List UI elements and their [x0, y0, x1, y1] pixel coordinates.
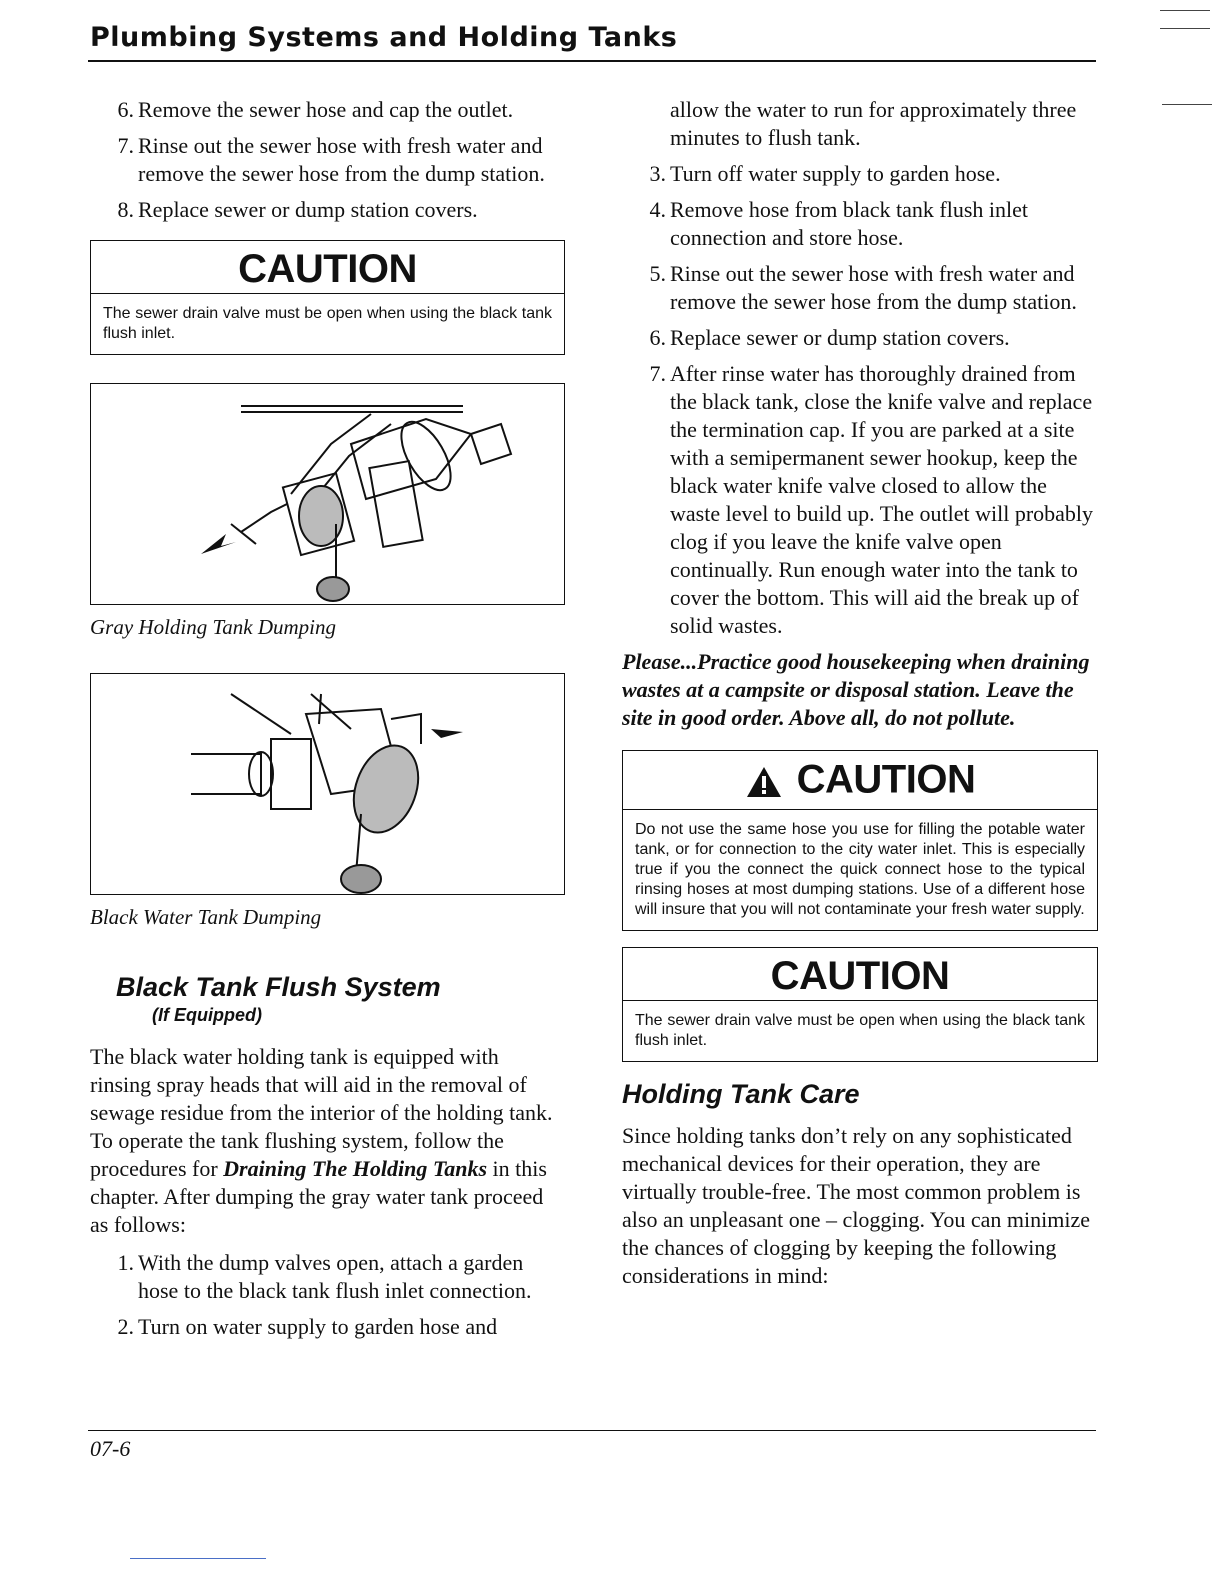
list-item [90, 1313, 565, 1341]
caution-heading: CAUTION [796, 757, 976, 802]
cross-reference: Draining The Holding Tanks [223, 1156, 488, 1181]
section-header-block [90, 973, 565, 1029]
step-number: 7. [117, 133, 134, 158]
paragraph-text: in this chapter. After dumping the gray water tank proceed as follows: [90, 1156, 547, 1237]
steps-list-right [622, 160, 1098, 640]
step-text: Replace sewer or dump station covers. [138, 197, 478, 222]
section-heading: Holding Tank Care [622, 1079, 860, 1109]
step-text: After rinse water has thoroughly drained from the black tank, close the knife valve and replace the termination cap. If you are parked at a site with a semipermanent sewer hookup, keep the black water knife valve closed to allow the waste level to build up. The outlet will probably clog if you leave the knife valve open continually. Run enough water into the tank to cover the bottom. This will aid the break up of solid wastes. [670, 361, 1094, 638]
step-text: Remove the sewer hose and cap the outlet. [138, 97, 514, 122]
section-subheading: (If Equipped) [152, 1005, 262, 1025]
figure-black-tank [90, 673, 565, 895]
figure-caption: Gray Holding Tank Dumping [90, 615, 336, 639]
caution-text: Do not use the same hose you use for filling the potable water tank, or for connection to the city water inlet. This is especially true if you the connect the quick connect hose to the typical rinsing hoses at most dumping stations. Use of a different hose will insure that you will not contaminate your fresh water supply. [635, 821, 1085, 918]
caution-box [90, 240, 565, 355]
step-number: 8. [117, 197, 134, 222]
list-item [622, 260, 1098, 316]
housekeeping-note: Please...Practice good housekeeping when draining wastes at a campsite or disposal station. Leave the site in good order. Above all, do not pollute. [622, 649, 1090, 730]
step-text: With the dump valves open, attach a garden hose to the black tank flush inlet connection. [138, 1250, 532, 1303]
margin-mark [1162, 104, 1212, 105]
list-item [90, 96, 565, 124]
step-number: 3. [649, 161, 666, 186]
margin-mark [1160, 10, 1210, 11]
step-text: Replace sewer or dump station covers. [670, 325, 1010, 350]
step-text: Turn on water supply to garden hose and [138, 1314, 498, 1339]
list-item [90, 196, 565, 224]
list-item [90, 1249, 565, 1305]
page-header-title: Plumbing Systems and Holding Tanks [90, 22, 678, 53]
list-item [622, 324, 1098, 352]
caution-box-warning [622, 750, 1098, 931]
step-number: 4. [649, 197, 666, 222]
step-text: Rinse out the sewer hose with fresh water and remove the sewer hose from the dump station. [670, 261, 1077, 314]
body-paragraph: Since holding tanks don’t rely on any sophisticated mechanical devices for their operation, they are virtually trouble-free. The most common problem is also an unpleasant one – clogging. You can minimize the chances of clogging by keeping the following considerations in mind: [622, 1123, 1091, 1288]
caution-heading: CAUTION [623, 948, 1097, 1001]
steps-list-top [90, 96, 565, 224]
step-text: Turn off water supply to garden hose. [670, 161, 1001, 186]
caution-text: The sewer drain valve must be open when using the black tank flush inlet. [635, 1012, 1085, 1049]
caution-heading-row [623, 751, 1097, 810]
body-paragraph [90, 1043, 565, 1239]
margin-mark [130, 1558, 266, 1559]
step-number: 5. [649, 261, 666, 286]
caution-text: The sewer drain valve must be open when using the black tank flush inlet. [103, 305, 552, 342]
step-text: Rinse out the sewer hose with fresh water and remove the sewer hose from the dump station. [138, 133, 545, 186]
margin-mark [1160, 28, 1210, 29]
step-number: 7. [649, 361, 666, 386]
continued-step-text: allow the water to run for approximately three minutes to flush tank. [670, 97, 1077, 150]
step-number: 1. [117, 1250, 134, 1275]
right-column [622, 96, 1098, 1290]
step-text: Remove hose from black tank flush inlet connection and store hose. [670, 197, 1029, 250]
figure-caption: Black Water Tank Dumping [90, 905, 322, 929]
list-item [622, 196, 1098, 252]
list-item [622, 160, 1098, 188]
paragraph-text: The black water holding tank is equipped with rinsing spray heads that will aid in the removal of sewage residue from the interior of the holding tank. To operate the tank flushing system, follow the procedures for [90, 1044, 553, 1181]
list-item [622, 360, 1098, 640]
warning-icon [745, 765, 783, 799]
step-number: 2. [117, 1314, 134, 1339]
header-rule [88, 60, 1096, 62]
steps-list-bottom [90, 1249, 565, 1341]
footer-rule [88, 1430, 1096, 1431]
left-column [90, 96, 565, 1349]
page-number: 07-6 [90, 1436, 131, 1461]
list-item [90, 132, 565, 188]
valve-illustration [91, 674, 563, 894]
caution-heading: CAUTION [91, 241, 564, 294]
caution-box [622, 947, 1098, 1062]
step-number: 6. [117, 97, 134, 122]
valve-illustration [91, 384, 563, 604]
section-heading: Black Tank Flush System [116, 972, 441, 1002]
step-number: 6. [649, 325, 666, 350]
figure-gray-tank [90, 383, 565, 605]
